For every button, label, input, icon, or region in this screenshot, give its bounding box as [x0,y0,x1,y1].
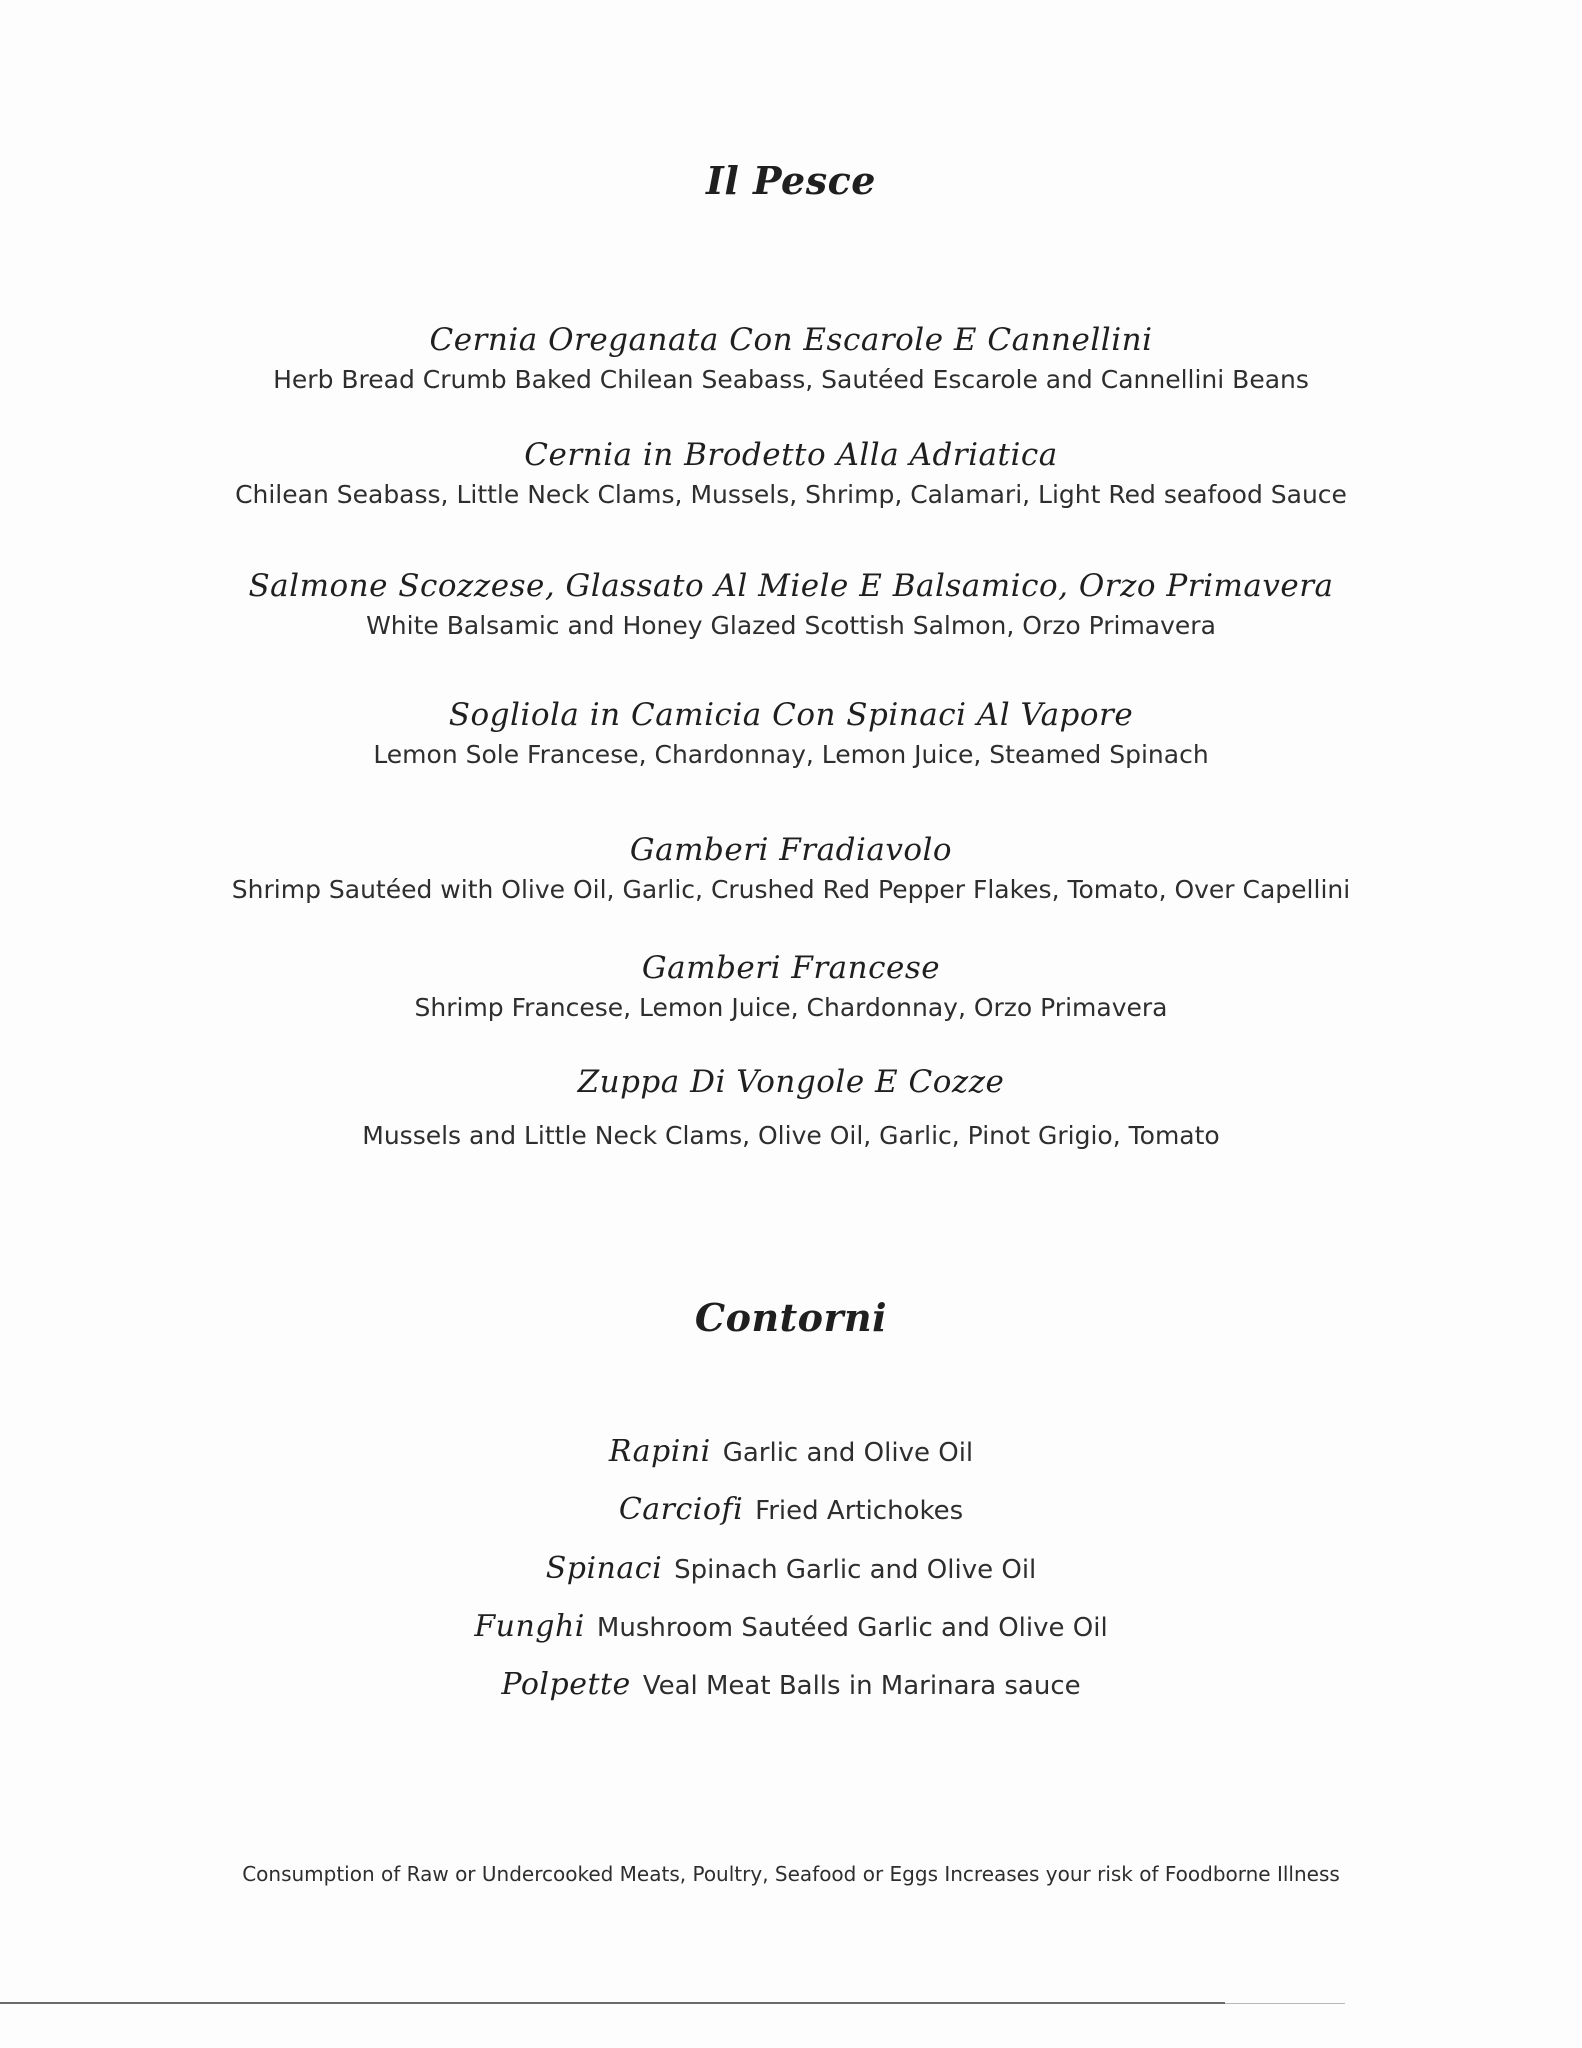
dish-description: Lemon Sole Francese, Chardonnay, Lemon Juice, Steamed Spinach [373,740,1209,769]
dish-item [0,1062,1582,1154]
dish-item [0,566,1582,644]
dish-item [0,830,1582,908]
section-title-contorni: Contorni [694,1295,888,1340]
side-description: Spinach Garlic and Olive Oil [674,1555,1037,1585]
dish-name: Gamberi Fradiavolo [629,832,953,868]
side-description: Mushroom Sautéed Garlic and Olive Oil [596,1613,1108,1643]
dish-name: Zuppa Di Vongole E Cozze [577,1064,1005,1100]
side-item [0,1490,1582,1531]
side-name: Carciofi [618,1492,744,1527]
dish-description: White Balsamic and Honey Glazed Scottish Salmon, Orzo Primavera [366,611,1216,640]
bottom-divider [0,2002,1225,2004]
dish-item [0,948,1582,1026]
side-description: Fried Artichokes [755,1496,964,1526]
dish-description: Chilean Seabass, Little Neck Clams, Mussels, Shrimp, Calamari, Light Red seafood Sauce [235,480,1347,509]
dish-item [0,320,1582,398]
side-description: Veal Meat Balls in Marinara sauce [642,1671,1081,1701]
side-name: Funghi [474,1609,585,1644]
dish-description: Mussels and Little Neck Clams, Olive Oil, Garlic, Pinot Grigio, Tomato [362,1121,1220,1150]
dish-name: Cernia in Brodetto Alla Adriatica [524,437,1058,473]
dish-name: Sogliola in Camicia Con Spinaci Al Vapore [448,697,1134,733]
side-item [0,1607,1582,1648]
dish-name: Cernia Oreganata Con Escarole E Cannellini [429,322,1153,358]
side-name: Polpette [501,1667,631,1702]
dish-name: Gamberi Francese [641,950,941,986]
side-item [0,1665,1582,1706]
side-item [0,1432,1582,1473]
foodborne-illness-warning: Consumption of Raw or Undercooked Meats, Poultry, Seafood or Eggs Increases your risk of Foodborne Illness [242,1862,1340,1886]
side-name: Rapini [608,1434,711,1469]
bottom-divider-fade [1225,2003,1345,2004]
dish-description: Shrimp Sautéed with Olive Oil, Garlic, Crushed Red Pepper Flakes, Tomato, Over Capellini [231,875,1351,904]
side-name: Spinaci [545,1551,663,1586]
dish-description: Shrimp Francese, Lemon Juice, Chardonnay, Orzo Primavera [414,993,1168,1022]
dish-name: Salmone Scozzese, Glassato Al Miele E Balsamico, Orzo Primavera [248,568,1334,604]
dish-item [0,695,1582,773]
side-item [0,1549,1582,1590]
side-description: Garlic and Olive Oil [722,1438,974,1468]
section-title-il-pesce: Il Pesce [706,158,876,203]
dish-item [0,435,1582,513]
dish-description: Herb Bread Crumb Baked Chilean Seabass, Sautéed Escarole and Cannellini Beans [273,365,1309,394]
